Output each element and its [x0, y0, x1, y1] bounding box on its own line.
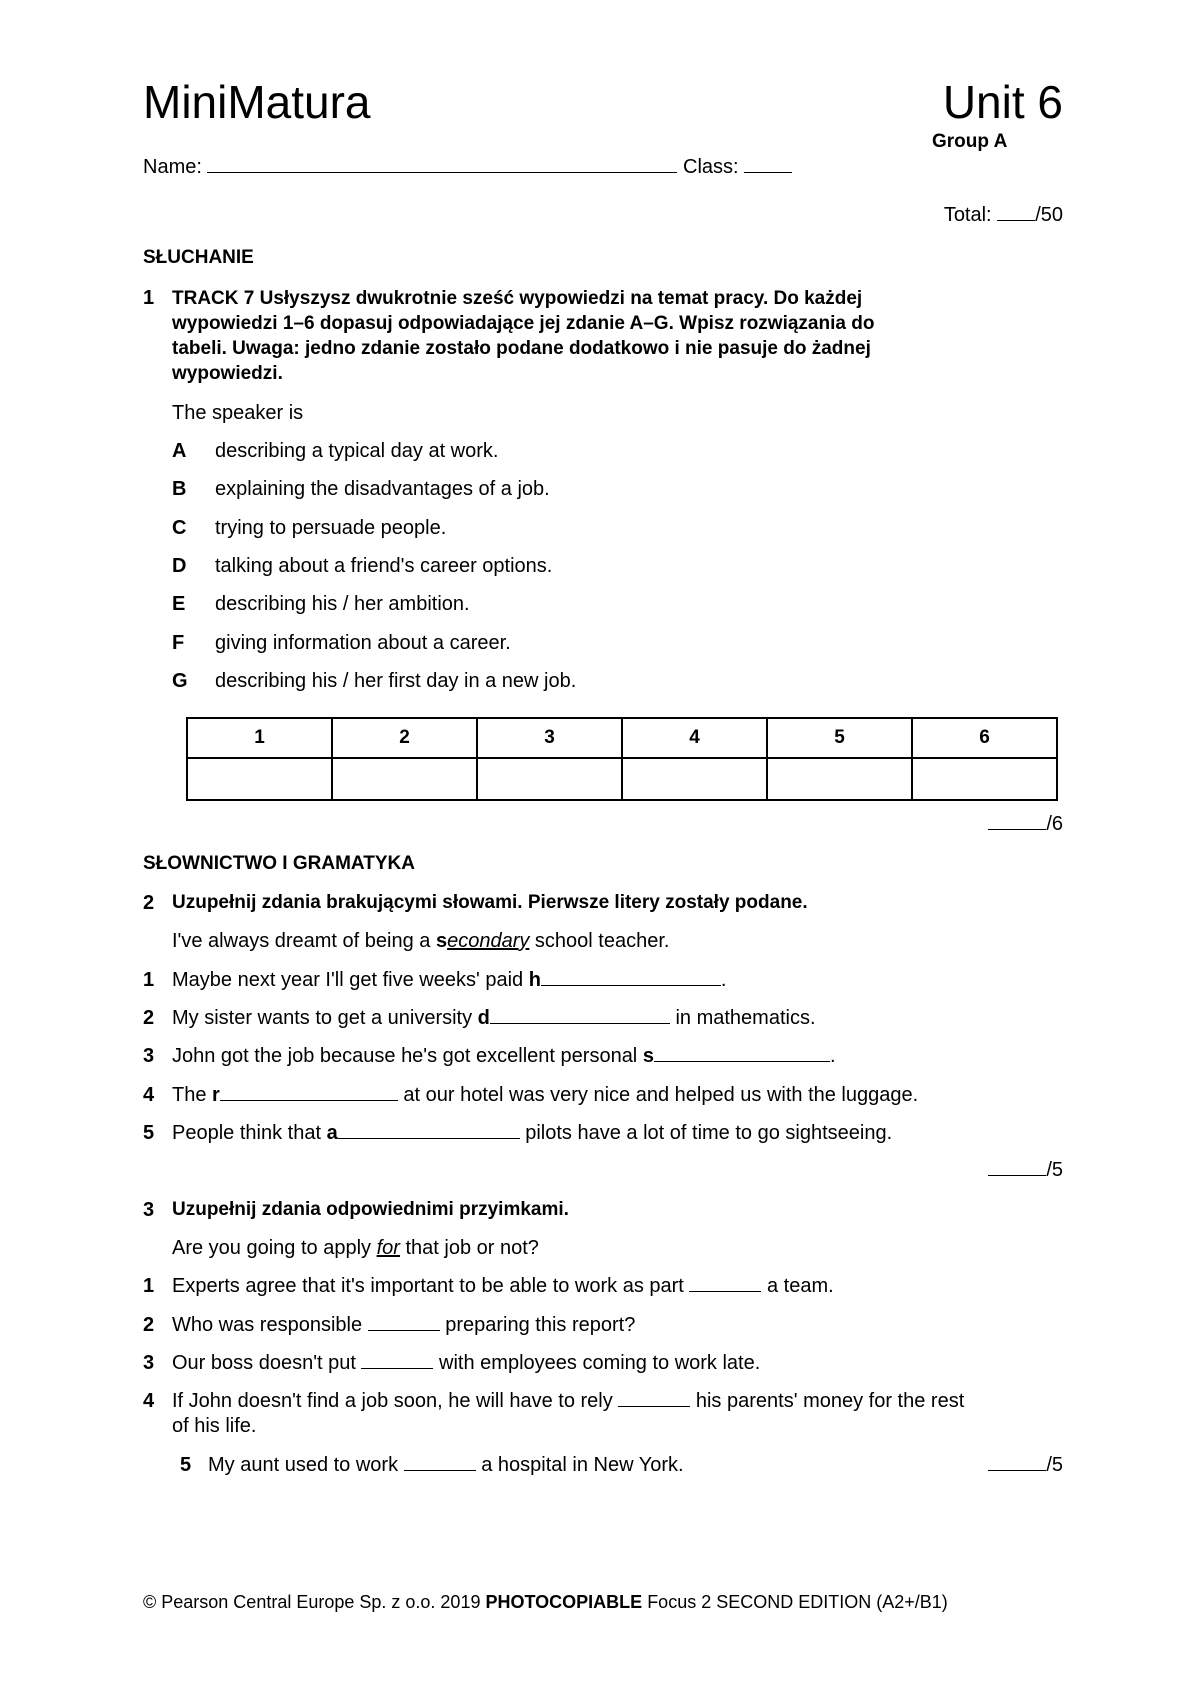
option-text: describing a typical day at work.	[215, 440, 499, 462]
task-instruction: Uzupełnij zdania brakującymi słowami. Pierwsze litery zostały podane.	[172, 892, 808, 913]
item-number: 5	[143, 1122, 155, 1144]
score-field[interactable]	[988, 811, 1046, 830]
first-letter: s	[435, 930, 448, 952]
gap-sentence	[172, 1350, 760, 1376]
group-label: Group A	[932, 131, 1008, 152]
option-letter: C	[172, 517, 187, 539]
task-instruction	[172, 286, 874, 386]
table-header: 3	[477, 718, 622, 758]
score-task1	[988, 811, 1063, 837]
unit-label: Unit 6	[942, 76, 1063, 128]
option-text: talking about a friend's career options.	[215, 555, 553, 577]
item-number: 3	[143, 1045, 155, 1067]
example-text: school teacher.	[529, 930, 670, 952]
photocopiable-label: PHOTOCOPIABLE	[485, 1592, 643, 1612]
item-number: 1	[143, 969, 155, 991]
sentence-text: a team.	[761, 1275, 834, 1297]
sentence-text: If John doesn't find a job soon, he will have to rely	[172, 1390, 619, 1412]
option-letter: E	[172, 593, 186, 615]
instruction-line: TRACK 7 Usłyszysz dwukrotnie sześć wypowiedzi na temat pracy. Do każdej	[172, 288, 863, 309]
gap-sentence	[172, 1043, 836, 1069]
answer-cell[interactable]	[912, 758, 1057, 800]
gap-field[interactable]	[689, 1273, 761, 1292]
answer-cell[interactable]	[187, 758, 332, 800]
example-text: I've always dreamt of being a	[172, 930, 436, 952]
name-row	[143, 154, 792, 180]
task-number: 3	[143, 1199, 155, 1221]
gap-sentence-continuation: of his life.	[172, 1415, 257, 1437]
option-letter: B	[172, 478, 187, 500]
table-header: 5	[767, 718, 912, 758]
sentence-text: Experts agree that it's important to be able to work as part	[172, 1275, 690, 1297]
task-number: 1	[143, 287, 155, 309]
item-number: 4	[143, 1390, 155, 1412]
total-max: /50	[1035, 204, 1063, 226]
item-number: 2	[143, 1314, 155, 1336]
example-sentence	[172, 928, 669, 954]
option-letter: F	[172, 632, 185, 654]
instruction-line: tabeli. Uwaga: jedno zdanie zostało podane dodatkowo i nie pasuje do żadnej	[172, 338, 871, 359]
sentence-text: People think that	[172, 1122, 327, 1144]
sentence-text: his parents' money for the rest	[690, 1390, 965, 1412]
option-text: giving information about a career.	[215, 632, 511, 654]
example-sentence	[172, 1235, 539, 1261]
option-letter: A	[172, 440, 187, 462]
task-instruction: Uzupełnij zdania odpowiednimi przyimkami.	[172, 1199, 569, 1220]
example-answer: for	[376, 1237, 400, 1259]
worksheet-title: MiniMatura	[143, 76, 371, 128]
first-letter: d	[477, 1007, 490, 1029]
sentence-text: Our boss doesn't put	[172, 1352, 362, 1374]
score-max: /5	[1046, 1454, 1063, 1476]
sentence-text: a hospital in New York.	[475, 1454, 684, 1476]
option-text: explaining the disadvantages of a job.	[215, 478, 550, 500]
item-number: 3	[143, 1352, 155, 1374]
score-max: /6	[1046, 813, 1063, 835]
section-heading-vocabulary: SŁOWNICTWO I GRAMATYKA	[143, 853, 415, 874]
answer-cell[interactable]	[477, 758, 622, 800]
sentence-text: My aunt used to work	[208, 1454, 404, 1476]
gap-sentence	[172, 1082, 918, 1108]
first-letter: r	[212, 1084, 220, 1106]
sentence-text: .	[720, 969, 727, 991]
option-text: describing his / her ambition.	[215, 593, 470, 615]
table-header: 1	[187, 718, 332, 758]
sentence-text: The	[172, 1084, 213, 1106]
answer-cell[interactable]	[622, 758, 767, 800]
gap-field[interactable]	[361, 1350, 433, 1369]
task-number: 2	[143, 892, 155, 914]
sentence-text: with employees coming to work late.	[433, 1352, 761, 1374]
gap-field[interactable]	[368, 1312, 440, 1331]
sentence-text: Who was responsible	[172, 1314, 368, 1336]
class-field[interactable]	[744, 154, 792, 173]
name-field[interactable]	[207, 154, 677, 173]
sentence-text: Maybe next year I'll get five weeks' paid	[172, 969, 529, 991]
table-header: 6	[912, 718, 1057, 758]
gap-field[interactable]	[618, 1388, 690, 1407]
answer-table	[186, 717, 1058, 801]
gap-field[interactable]	[220, 1082, 398, 1101]
table-header: 4	[622, 718, 767, 758]
item-number: 5	[180, 1454, 192, 1476]
option-letter: D	[172, 555, 187, 577]
example-text: Are you going to apply	[172, 1237, 377, 1259]
gap-sentence	[172, 1312, 635, 1338]
gap-sentence	[172, 1120, 892, 1146]
total-field[interactable]	[997, 202, 1035, 221]
gap-sentence	[172, 1005, 816, 1031]
gap-sentence	[172, 1273, 834, 1299]
score-task2	[988, 1157, 1063, 1183]
example-text: that job or not?	[399, 1237, 539, 1259]
edition-label: Focus 2 SECOND EDITION (A2+/B1)	[647, 1592, 948, 1612]
gap-field[interactable]	[490, 1005, 670, 1024]
gap-field[interactable]	[404, 1452, 476, 1471]
score-field[interactable]	[988, 1452, 1046, 1471]
option-text: trying to persuade people.	[215, 517, 447, 539]
gap-field[interactable]	[654, 1043, 830, 1062]
gap-sentence	[208, 1452, 684, 1478]
section-heading-listening: SŁUCHANIE	[143, 247, 254, 268]
sentence-text: pilots have a lot of time to go sightseeing.	[519, 1122, 893, 1144]
score-task3	[988, 1452, 1063, 1478]
copyright: © Pearson Central Europe Sp. z o.o. 2019	[143, 1592, 481, 1612]
table-header: 2	[332, 718, 477, 758]
option-text: describing his / her first day in a new job.	[215, 670, 577, 692]
item-number: 1	[143, 1275, 155, 1297]
score-max: /5	[1046, 1159, 1063, 1181]
option-letter: G	[172, 670, 188, 692]
total-row	[944, 202, 1063, 228]
answer-cell[interactable]	[767, 758, 912, 800]
item-number: 4	[143, 1084, 155, 1106]
item-number: 2	[143, 1007, 155, 1029]
name-label: Name:	[143, 156, 202, 178]
gap-field[interactable]	[338, 1120, 520, 1139]
sentence-text: My sister wants to get a university	[172, 1007, 478, 1029]
sentence-text: John got the job because he's got excellent personal	[172, 1045, 643, 1067]
sentence-text: at our hotel was very nice and helped us with the luggage.	[397, 1084, 919, 1106]
gap-field[interactable]	[541, 967, 721, 986]
sentence-text: .	[829, 1045, 836, 1067]
first-letter: s	[642, 1045, 654, 1067]
instruction-line: wypowiedzi 1–6 dopasuj odpowiadające jej zdanie A–G. Wpisz rozwiązania do	[172, 313, 875, 334]
sentence-text: in mathematics.	[669, 1007, 816, 1029]
example-answer: econdary	[447, 930, 530, 952]
answer-cell[interactable]	[332, 758, 477, 800]
first-letter: a	[326, 1122, 338, 1144]
gap-sentence	[172, 1388, 964, 1414]
total-label: Total:	[943, 204, 992, 226]
gap-sentence	[172, 967, 726, 993]
footer	[143, 1590, 948, 1614]
class-label: Class:	[683, 156, 739, 178]
first-letter: h	[528, 969, 541, 991]
sentence-text: preparing this report?	[439, 1314, 636, 1336]
question-stem: The speaker is	[172, 402, 304, 424]
instruction-line: wypowiedzi.	[172, 363, 283, 384]
score-field[interactable]	[988, 1157, 1046, 1176]
